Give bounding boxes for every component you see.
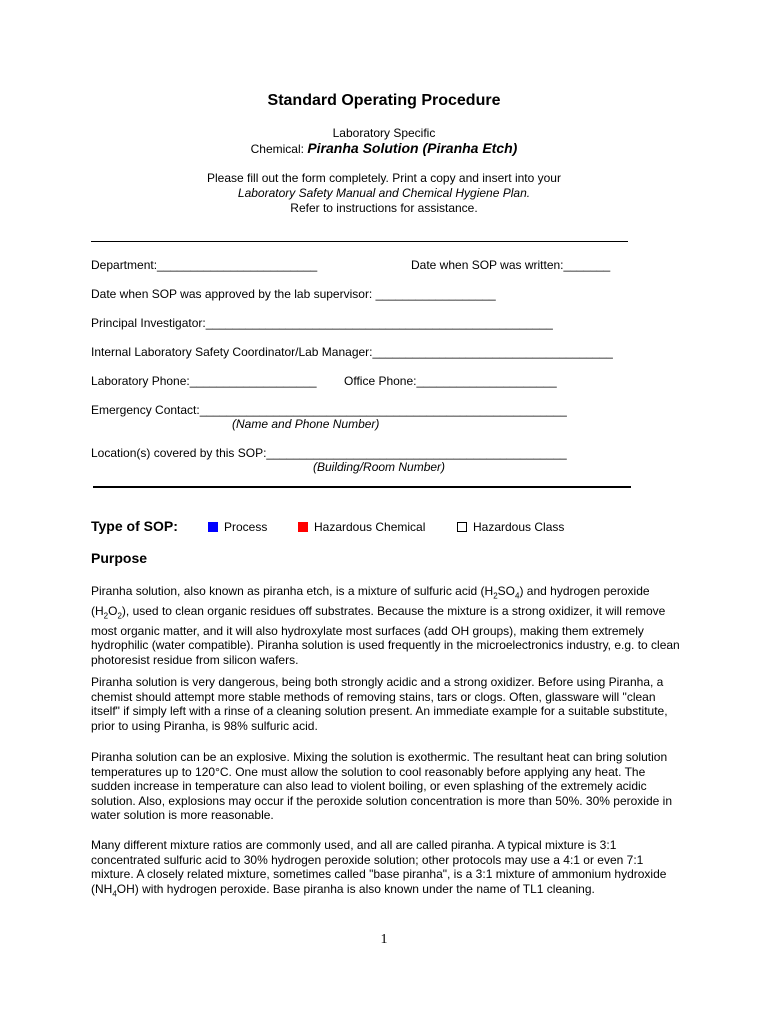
hazardous-class-checkbox[interactable] bbox=[457, 522, 467, 532]
purpose-paragraph-3: Piranha solution can be an explosive. Mixing the solution is exothermic. The resultant heat can bring solution temperatures up to 120°C. One must allow the solution to cool reasonably before applying any heat. The sudden increase in temperature can also lead to violent boiling, or even splashing of the extremely acidic solution. Also, explosions may occur if the peroxide solution concentration is more than 50%. 30% peroxide in water solution is more reasonable. bbox=[91, 750, 672, 822]
instructions-line-3: Refer to instructions for assistance. bbox=[290, 201, 478, 215]
date-written-field[interactable]: Date when SOP was written:_______ bbox=[411, 258, 611, 272]
chemical-label: Chemical: bbox=[250, 142, 304, 156]
sop-type-label: Type of SOP: bbox=[91, 518, 178, 534]
locations-field[interactable]: Location(s) covered by this SOP:_____________________________________________ bbox=[91, 446, 567, 460]
instructions bbox=[0, 171, 768, 216]
document-subtitle: Laboratory Specific bbox=[332, 126, 436, 140]
emergency-contact-field[interactable]: Emergency Contact:_______________________________________________________ bbox=[91, 403, 567, 417]
instructions-line-2: Laboratory Safety Manual and Chemical Hygiene Plan. bbox=[237, 186, 531, 200]
hazardous-chemical-label: Hazardous Chemical bbox=[314, 520, 426, 534]
hazardous-chemical-checkbox[interactable] bbox=[298, 522, 308, 532]
emergency-contact-note: (Name and Phone Number) bbox=[232, 417, 380, 431]
lab-phone-field[interactable]: Laboratory Phone:___________________ bbox=[91, 374, 317, 388]
date-approved-field[interactable]: Date when SOP was approved by the lab supervisor: __________________ bbox=[91, 287, 496, 301]
hazardous-class-label: Hazardous Class bbox=[473, 520, 565, 534]
bottom-rule bbox=[93, 486, 631, 488]
safety-coordinator-field[interactable]: Internal Laboratory Safety Coordinator/Lab Manager:____________________________________ bbox=[91, 345, 613, 359]
office-phone-field[interactable]: Office Phone:_____________________ bbox=[344, 374, 557, 388]
purpose-paragraph-4: Many different mixture ratios are commonly used, and all are called piranha. A typical mixture is 3:1 concentrated sulfuric acid to 30% hydrogen peroxide solution; other protocols may use a 4:1 or even 7:1 mixture. A closely related mixture, sometimes called "base piranha", is a 3:1 mixture of ammonium hydroxide $(NH_4OH)$ with hydrogen peroxide. Base piranha is also known under the name of TL1 cleaning. bbox=[91, 838, 667, 898]
process-label: Process bbox=[224, 520, 268, 534]
sop-option-process[interactable] bbox=[208, 520, 267, 534]
chemical-name: Piranha Solution (Piranha Etch) bbox=[307, 140, 518, 156]
principal-investigator-field[interactable]: Principal Investigator:____________________________________________________ bbox=[91, 316, 553, 330]
document-title: Standard Operating Procedure bbox=[267, 92, 501, 109]
page-number: 1 bbox=[380, 932, 388, 947]
purpose-heading: Purpose bbox=[91, 550, 148, 566]
top-rule bbox=[91, 241, 628, 242]
department-field[interactable]: Department:________________________ bbox=[91, 258, 318, 272]
purpose-paragraph-1: Piranha solution, also known as piranha etch, is a mixture of sulfuric acid $(H_2SO_4)$ and hydrogen peroxide $(H_2O_2)$, used to clean organic residues off substrates. Because the mixture is a strong oxidizer, it will remove most organic matter, and it will also hydroxylate most surfaces (add OH groups), making them extremely hydrophilic (water compatible). Piranha solution is used frequently in the microelectronics industry, e.g. to clean photoresist residue from silicon wafers. bbox=[91, 584, 680, 667]
process-checkbox[interactable] bbox=[208, 522, 218, 532]
instructions-line-1: Please fill out the form completely. Print a copy and insert into your bbox=[207, 171, 561, 185]
purpose-paragraph-2: Piranha solution is very dangerous, being both strongly acidic and a strong oxidizer. Before using Piranha, a chemist should attempt more stable methods of removing stains, tars or clogs. Often, glassware will "clean itself" if simply left with a rinse of a cleaning solution present. An immediate example for a suitable substitute, prior to using Piranha, is 98% sulfuric acid. bbox=[91, 675, 668, 733]
locations-note: (Building/Room Number) bbox=[313, 460, 446, 474]
sop-option-hazardous-class[interactable] bbox=[457, 520, 564, 534]
sop-option-hazardous-chemical[interactable] bbox=[298, 520, 425, 534]
chemical-line bbox=[0, 140, 768, 156]
